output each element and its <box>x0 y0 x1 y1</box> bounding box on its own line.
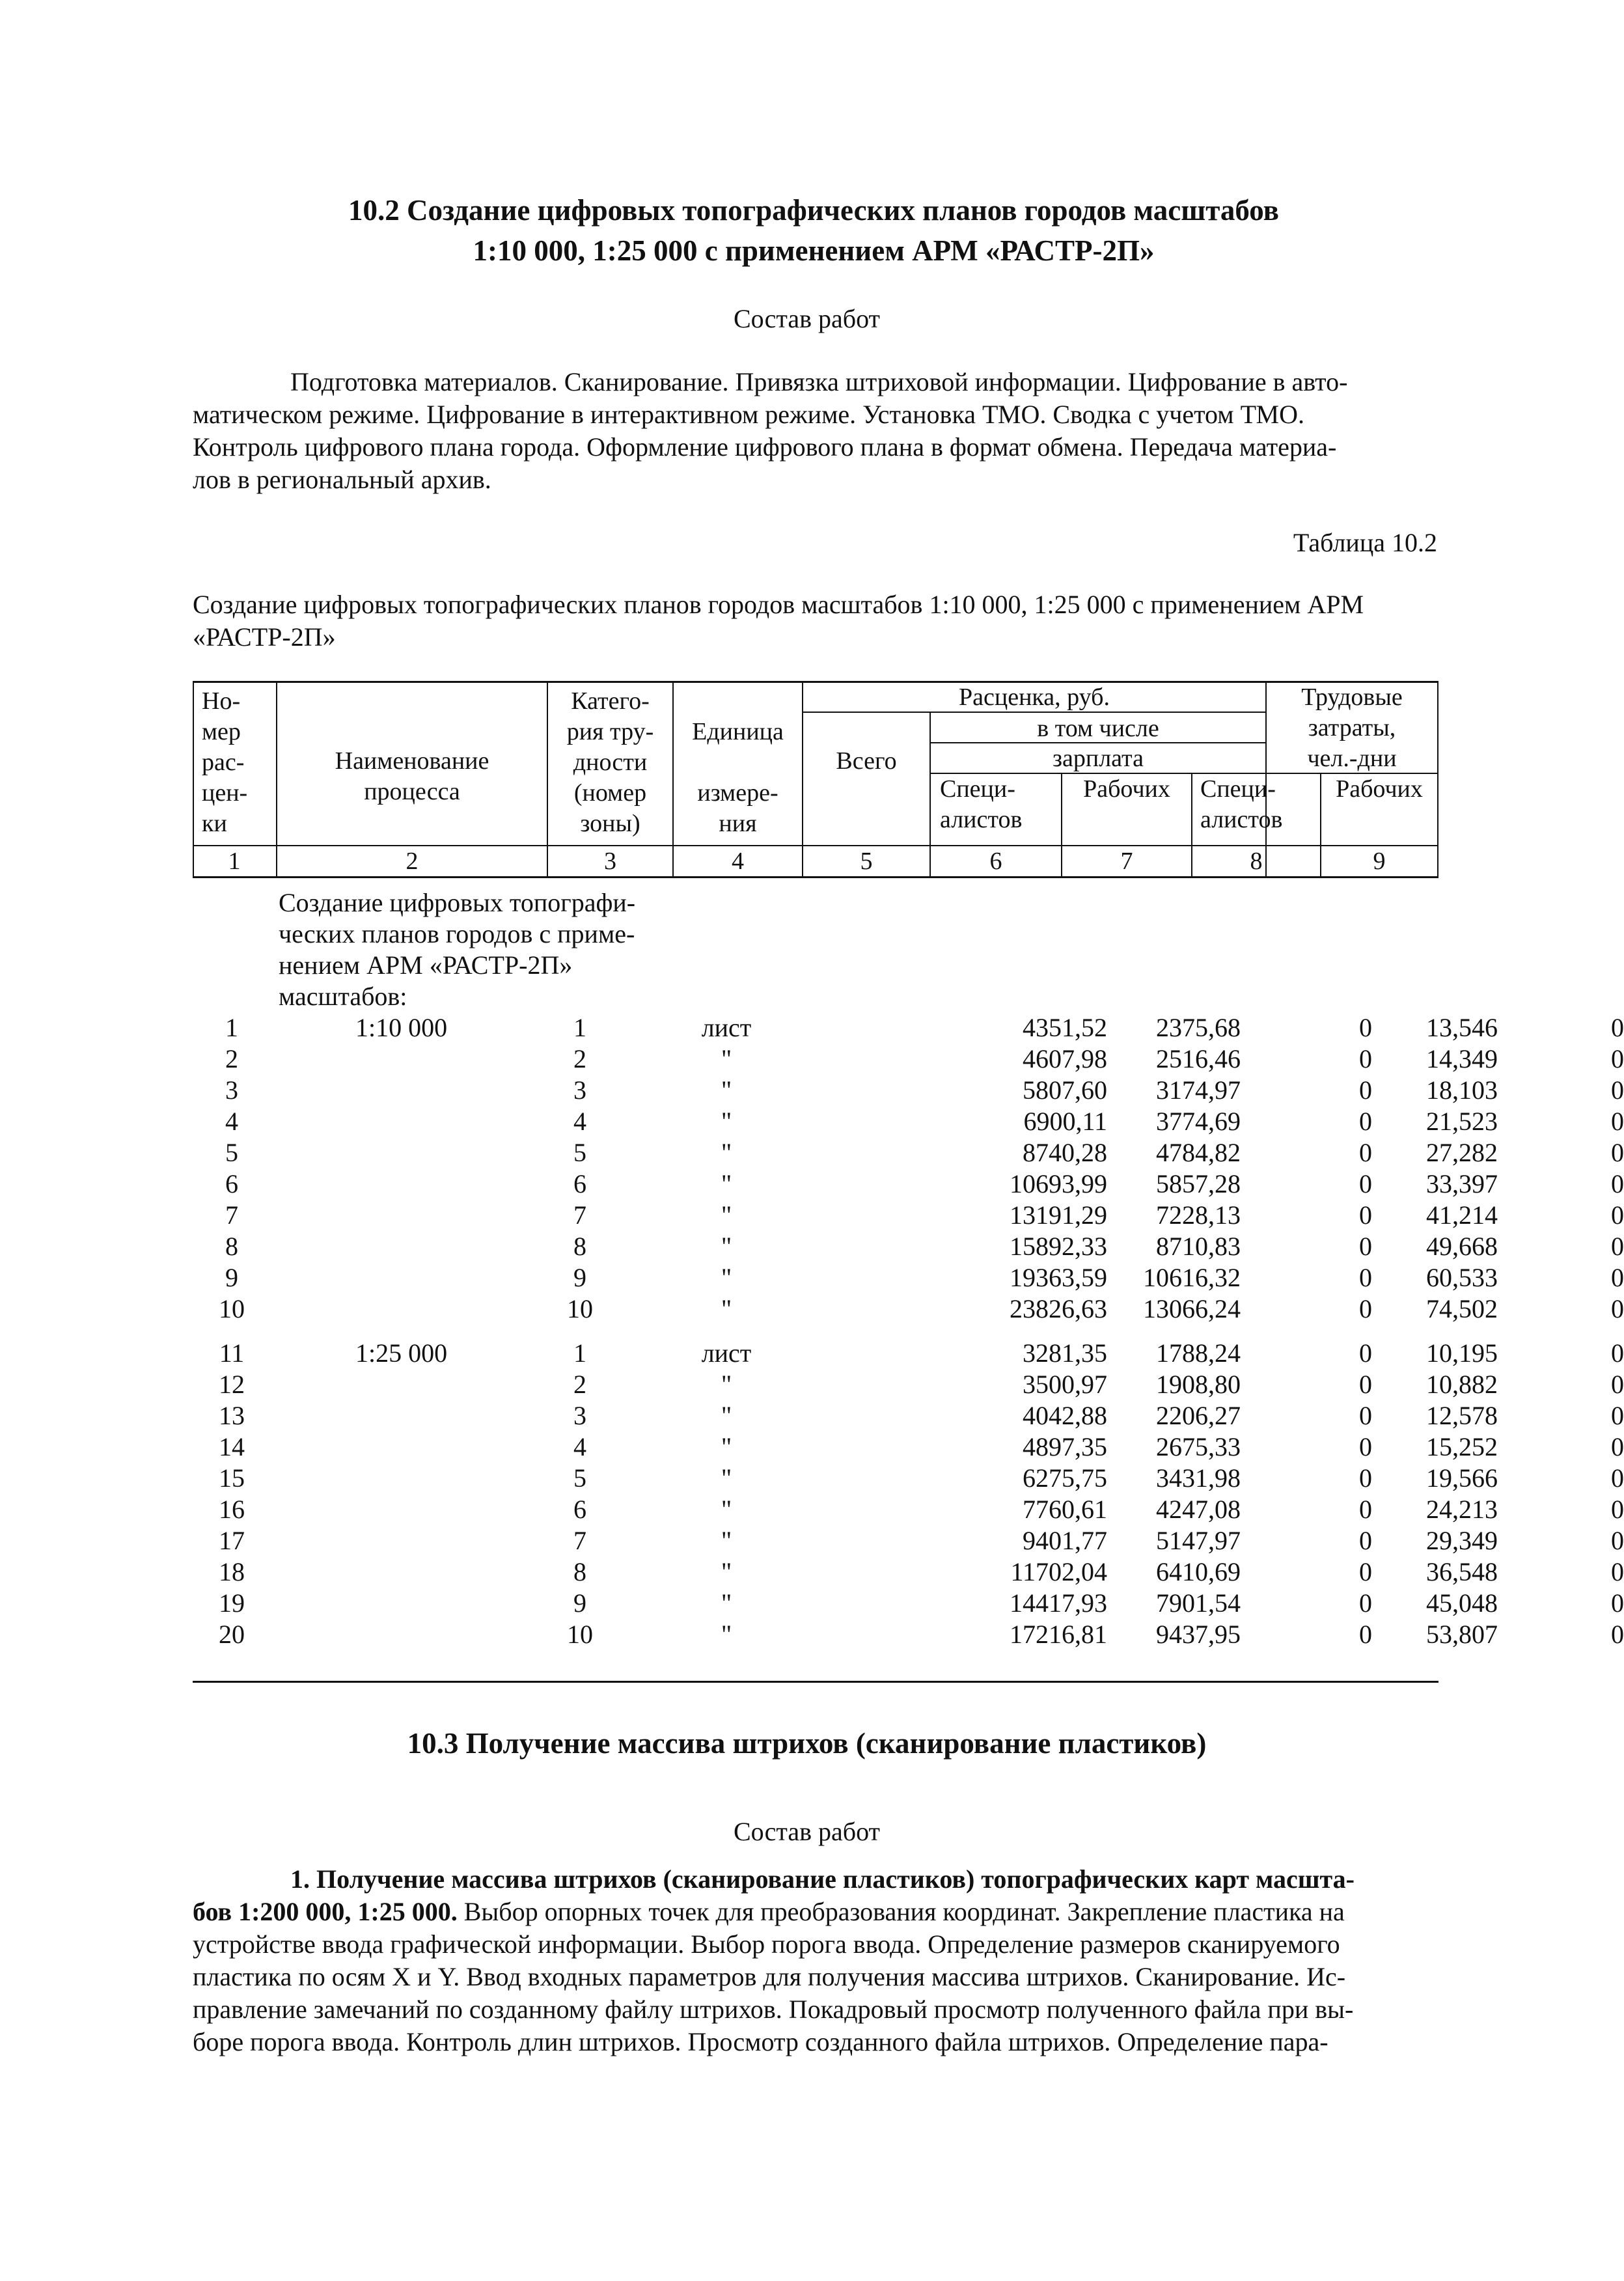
row-labor-workers: 0 <box>1611 1557 1624 1586</box>
row-labor-specialists: 49,668 <box>1426 1232 1498 1261</box>
row-price-total: 19363,59 <box>1010 1263 1107 1292</box>
table-row <box>193 1525 1624 1556</box>
table-row <box>193 1338 1624 1369</box>
table-group-title: Создание цифровых топографи- ческих планов городов с приме- нением АРМ «РАСТР-2П» масштабов: <box>279 888 636 1011</box>
row-labor-specialists: 53,807 <box>1426 1620 1498 1649</box>
row-category: 5 <box>573 1463 586 1493</box>
row-category: 7 <box>573 1526 586 1555</box>
row-category: 1 <box>573 1013 586 1042</box>
row-price-total: 9401,77 <box>1023 1526 1107 1555</box>
row-labor-workers: 0 <box>1611 1620 1624 1649</box>
row-salary-specialists: 3774,69 <box>1156 1107 1241 1136</box>
item-line: устройстве ввода графической информации. Выбор порога ввода. Определение размеров сканируемого <box>193 1929 1340 1959</box>
row-salary-specialists: 8710,83 <box>1156 1232 1241 1261</box>
work-text-line: лов в региональный архив. <box>193 465 491 494</box>
row-number: 2 <box>225 1044 238 1073</box>
work-heading-2: Состав работ <box>733 1817 881 1846</box>
section-title-10-2 <box>195 190 1432 271</box>
row-salary-workers: 0 <box>1359 1588 1372 1618</box>
row-salary-specialists: 3431,98 <box>1156 1463 1241 1493</box>
section-title-10-3: 10.3 Получение массива штрихов (сканирование пластиков) <box>407 1727 1207 1760</box>
row-unit: " <box>721 1075 732 1105</box>
row-labor-specialists: 14,349 <box>1426 1044 1498 1073</box>
row-price-total: 7760,61 <box>1023 1495 1107 1524</box>
row-labor-specialists: 19,566 <box>1426 1463 1498 1493</box>
row-price-total: 23826,63 <box>1010 1294 1107 1323</box>
header-category: Катего- рия тру- дности (номер зоны) <box>566 687 654 837</box>
row-unit: " <box>721 1495 732 1524</box>
row-labor-workers: 0 <box>1611 1338 1624 1368</box>
work-description-2 <box>193 1863 1437 2058</box>
row-salary-specialists: 10616,32 <box>1143 1263 1241 1292</box>
row-unit: " <box>721 1107 732 1136</box>
row-unit: " <box>721 1138 732 1167</box>
row-category: 10 <box>567 1294 593 1323</box>
section-title-line-2: 1:10 000, 1:25 000 с применением АРМ «РАСТР-2П» <box>473 234 1155 267</box>
table-row <box>193 1556 1624 1588</box>
header-num: Но- мер рас- цен- ки <box>202 687 248 837</box>
col-number: 2 <box>406 848 419 875</box>
row-number: 7 <box>225 1200 238 1230</box>
row-price-total: 6900,11 <box>1023 1107 1107 1136</box>
row-salary-workers: 0 <box>1359 1557 1372 1586</box>
row-category: 8 <box>573 1557 586 1586</box>
row-salary-specialists: 2675,33 <box>1156 1432 1241 1461</box>
section-title-line-1: 10.2 Создание цифровых топографических планов городов масштабов <box>348 194 1279 227</box>
row-category: 1 <box>573 1338 586 1368</box>
table-row <box>193 1431 1624 1463</box>
row-price-total: 5807,60 <box>1023 1075 1107 1105</box>
row-number: 13 <box>219 1401 245 1430</box>
item-line: бов 1:200 000, 1:25 000. Выбор опорных точек для преобразования координат. Закрепление пластика на <box>193 1897 1345 1926</box>
row-labor-workers: 0 <box>1611 1370 1624 1399</box>
row-labor-specialists: 10,882 <box>1426 1370 1498 1399</box>
table-row <box>193 1588 1624 1619</box>
row-salary-specialists: 4784,82 <box>1156 1138 1241 1167</box>
header-work-salary: Рабочих <box>1083 775 1170 803</box>
table-row <box>193 1369 1624 1400</box>
table-caption-line-2: «РАСТР-2П» <box>193 622 336 652</box>
table-row <box>193 1044 1624 1075</box>
row-salary-specialists: 4247,08 <box>1156 1495 1241 1524</box>
row-salary-workers: 0 <box>1359 1200 1372 1230</box>
row-labor-workers: 0 <box>1611 1401 1624 1430</box>
row-labor-specialists: 45,048 <box>1426 1588 1498 1618</box>
row-price-total: 3281,35 <box>1023 1338 1107 1368</box>
row-unit: " <box>721 1044 732 1073</box>
row-labor-workers: 0 <box>1611 1013 1624 1042</box>
row-category: 3 <box>573 1401 586 1430</box>
row-number: 17 <box>219 1526 245 1555</box>
row-salary-specialists: 13066,24 <box>1143 1294 1241 1323</box>
table-label: Таблица 10.2 <box>1293 528 1437 557</box>
header-labor: Трудовые затраты, чел.-дни <box>1301 684 1403 772</box>
work-heading: Состав работ <box>733 304 881 333</box>
row-price-total: 4042,88 <box>1023 1401 1107 1430</box>
header-process-name: Наименование процесса <box>335 747 489 805</box>
header-incl: в том числе <box>1037 715 1159 742</box>
table-row <box>193 1231 1624 1262</box>
row-number: 15 <box>219 1463 245 1493</box>
row-number: 4 <box>225 1107 238 1136</box>
row-salary-specialists: 1788,24 <box>1156 1338 1241 1368</box>
table-row <box>193 1400 1624 1431</box>
row-process-name: 1:25 000 <box>355 1338 448 1368</box>
row-labor-workers: 0 <box>1611 1138 1624 1167</box>
row-salary-specialists: 5147,97 <box>1156 1526 1241 1555</box>
row-labor-workers: 0 <box>1611 1232 1624 1261</box>
row-price-total: 4351,52 <box>1023 1013 1107 1042</box>
row-salary-workers: 0 <box>1359 1495 1372 1524</box>
table-row <box>193 1463 1624 1494</box>
row-labor-workers: 0 <box>1611 1200 1624 1230</box>
table-row <box>193 1106 1624 1137</box>
row-labor-workers: 0 <box>1611 1495 1624 1524</box>
row-price-total: 4607,98 <box>1023 1044 1107 1073</box>
header-spec-salary: Специ- алистов <box>940 775 1023 833</box>
row-salary-workers: 0 <box>1359 1338 1372 1368</box>
row-labor-workers: 0 <box>1611 1263 1624 1292</box>
row-salary-specialists: 2206,27 <box>1156 1401 1241 1430</box>
col-number: 4 <box>732 848 744 875</box>
row-unit: " <box>721 1588 732 1618</box>
row-price-total: 4897,35 <box>1023 1432 1107 1461</box>
row-unit: " <box>721 1169 732 1198</box>
row-labor-workers: 0 <box>1611 1432 1624 1461</box>
row-labor-specialists: 74,502 <box>1426 1294 1498 1323</box>
header-spec-labor: Специ- алистов <box>1200 775 1283 833</box>
row-labor-specialists: 33,397 <box>1426 1169 1498 1198</box>
row-salary-specialists: 7228,13 <box>1156 1200 1241 1230</box>
row-labor-specialists: 24,213 <box>1426 1495 1498 1524</box>
table-row <box>193 1262 1624 1293</box>
row-salary-specialists: 3174,97 <box>1156 1075 1241 1105</box>
row-category: 2 <box>573 1044 586 1073</box>
table-row <box>193 1012 1624 1044</box>
row-labor-specialists: 12,578 <box>1426 1401 1498 1430</box>
row-price-total: 14417,93 <box>1010 1588 1107 1618</box>
row-unit: " <box>721 1232 732 1261</box>
table-caption-line-1: Создание цифровых топографических планов городов масштабов 1:10 000, 1:25 000 с применением АРМ <box>193 590 1364 619</box>
table-row <box>193 1200 1624 1231</box>
table-row <box>193 1075 1624 1106</box>
row-salary-workers: 0 <box>1359 1232 1372 1261</box>
row-category: 9 <box>573 1263 586 1292</box>
row-category: 4 <box>573 1432 586 1461</box>
row-unit: " <box>721 1432 732 1461</box>
work-text-line: Контроль цифрового плана города. Оформление цифрового плана в формат обмена. Передача материа- <box>193 432 1337 462</box>
row-category: 3 <box>573 1075 586 1105</box>
row-salary-specialists: 2516,46 <box>1156 1044 1241 1073</box>
row-labor-specialists: 15,252 <box>1426 1432 1498 1461</box>
row-salary-workers: 0 <box>1359 1432 1372 1461</box>
work-description <box>193 366 1437 496</box>
row-category: 6 <box>573 1495 586 1524</box>
row-labor-specialists: 13,546 <box>1426 1013 1498 1042</box>
col-number: 7 <box>1120 848 1133 875</box>
row-unit: лист <box>701 1338 752 1368</box>
row-labor-workers: 0 <box>1611 1526 1624 1555</box>
row-number: 11 <box>219 1338 245 1368</box>
col-number: 5 <box>860 848 873 875</box>
row-labor-workers: 0 <box>1611 1107 1624 1136</box>
row-salary-workers: 0 <box>1359 1401 1372 1430</box>
row-number: 16 <box>219 1495 245 1524</box>
work-text-line: Подготовка материалов. Сканирование. Привязка штриховой информации. Цифрование в авто- <box>290 367 1348 396</box>
row-price-total: 10693,99 <box>1010 1169 1107 1198</box>
row-price-total: 8740,28 <box>1023 1138 1107 1167</box>
row-labor-specialists: 10,195 <box>1426 1338 1498 1368</box>
row-unit: " <box>721 1557 732 1586</box>
item-line: боре порога ввода. Контроль длин штрихов. Просмотр созданного файла штрихов. Определение пара- <box>193 2027 1328 2056</box>
row-labor-workers: 0 <box>1611 1044 1624 1073</box>
row-unit: " <box>721 1200 732 1230</box>
table-row <box>193 1619 1624 1650</box>
row-labor-workers: 0 <box>1611 1463 1624 1493</box>
row-number: 12 <box>219 1370 245 1399</box>
header-price: Расценка, руб. <box>959 684 1110 711</box>
row-salary-workers: 0 <box>1359 1294 1372 1323</box>
table-header <box>193 681 1438 876</box>
row-price-total: 3500,97 <box>1023 1370 1107 1399</box>
row-labor-specialists: 21,523 <box>1426 1107 1498 1136</box>
header-work-labor: Рабочих <box>1336 775 1423 803</box>
row-number: 1 <box>225 1013 238 1042</box>
row-category: 9 <box>573 1588 586 1618</box>
row-unit: " <box>721 1526 732 1555</box>
table-bottom-rule <box>193 1681 1438 1683</box>
row-number: 19 <box>219 1588 245 1618</box>
row-salary-workers: 0 <box>1359 1075 1372 1105</box>
table-row <box>193 1137 1624 1168</box>
row-process-name: 1:10 000 <box>355 1013 448 1042</box>
row-unit: " <box>721 1620 732 1649</box>
row-number: 18 <box>219 1557 245 1586</box>
row-number: 8 <box>225 1232 238 1261</box>
table-row <box>193 1168 1624 1200</box>
row-number: 20 <box>219 1620 245 1649</box>
row-number: 6 <box>225 1169 238 1198</box>
col-number: 8 <box>1250 848 1263 875</box>
row-labor-specialists: 60,533 <box>1426 1263 1498 1292</box>
row-salary-specialists: 5857,28 <box>1156 1169 1241 1198</box>
row-salary-workers: 0 <box>1359 1169 1372 1198</box>
row-labor-specialists: 41,214 <box>1426 1200 1498 1230</box>
col-number: 1 <box>228 848 241 875</box>
row-category: 5 <box>573 1138 586 1167</box>
row-number: 9 <box>225 1263 238 1292</box>
row-salary-specialists: 2375,68 <box>1156 1013 1241 1042</box>
row-price-total: 17216,81 <box>1010 1620 1107 1649</box>
row-labor-workers: 0 <box>1611 1169 1624 1198</box>
row-labor-specialists: 29,349 <box>1426 1526 1498 1555</box>
row-number: 5 <box>225 1138 238 1167</box>
header-total: Всего <box>836 747 897 775</box>
row-labor-specialists: 18,103 <box>1426 1075 1498 1105</box>
table-caption <box>193 588 1437 654</box>
row-salary-workers: 0 <box>1359 1526 1372 1555</box>
row-number: 3 <box>225 1075 238 1105</box>
row-unit: " <box>721 1294 732 1323</box>
row-category: 8 <box>573 1232 586 1261</box>
item-line: пластика по осям X и Y. Ввод входных параметров для получения массива штрихов. Сканирование. Ис- <box>193 1962 1346 1991</box>
row-category: 4 <box>573 1107 586 1136</box>
row-price-total: 11702,04 <box>1010 1557 1107 1586</box>
row-salary-workers: 0 <box>1359 1107 1372 1136</box>
row-labor-workers: 0 <box>1611 1294 1624 1323</box>
row-labor-workers: 0 <box>1611 1075 1624 1105</box>
header-unit: Единица измере- ния <box>692 718 784 837</box>
row-salary-specialists: 1908,80 <box>1156 1370 1241 1399</box>
row-unit: " <box>721 1401 732 1430</box>
row-price-total: 15892,33 <box>1010 1232 1107 1261</box>
col-number: 9 <box>1373 848 1386 875</box>
row-salary-workers: 0 <box>1359 1370 1372 1399</box>
row-salary-workers: 0 <box>1359 1044 1372 1073</box>
row-labor-specialists: 27,282 <box>1426 1138 1498 1167</box>
row-unit: " <box>721 1263 732 1292</box>
row-price-total: 6275,75 <box>1023 1463 1107 1493</box>
row-labor-specialists: 36,548 <box>1426 1557 1498 1586</box>
col-number: 3 <box>604 848 616 875</box>
item-line: правление замечаний по созданному файлу штрихов. Покадровый просмотр полученного файла при вы- <box>193 1995 1354 2024</box>
table-row <box>193 1293 1624 1325</box>
row-category: 2 <box>573 1370 586 1399</box>
row-salary-workers: 0 <box>1359 1463 1372 1493</box>
row-unit: " <box>721 1370 732 1399</box>
row-number: 10 <box>219 1294 245 1323</box>
row-salary-workers: 0 <box>1359 1263 1372 1292</box>
row-salary-specialists: 9437,95 <box>1156 1620 1241 1649</box>
row-category: 6 <box>573 1169 586 1198</box>
row-category: 10 <box>567 1620 593 1649</box>
table-row <box>193 1494 1624 1525</box>
row-category: 7 <box>573 1200 586 1230</box>
work-text-line: матическом режиме. Цифрование в интерактивном режиме. Установка ТМО. Сводка с учетом ТМО. <box>193 400 1304 429</box>
row-labor-workers: 0 <box>1611 1588 1624 1618</box>
row-number: 14 <box>219 1432 245 1461</box>
row-salary-workers: 0 <box>1359 1013 1372 1042</box>
header-salary: зарплата <box>1053 745 1144 772</box>
col-number: 6 <box>989 848 1002 875</box>
row-unit: " <box>721 1463 732 1493</box>
item-line: 1. Получение массива штрихов (сканирование пластиков) топографических карт масшта- <box>290 1864 1355 1894</box>
row-salary-workers: 0 <box>1359 1620 1372 1649</box>
row-salary-specialists: 6410,69 <box>1156 1557 1241 1586</box>
row-salary-workers: 0 <box>1359 1138 1372 1167</box>
row-salary-specialists: 7901,54 <box>1156 1588 1241 1618</box>
row-price-total: 13191,29 <box>1010 1200 1107 1230</box>
row-unit: лист <box>701 1013 752 1042</box>
